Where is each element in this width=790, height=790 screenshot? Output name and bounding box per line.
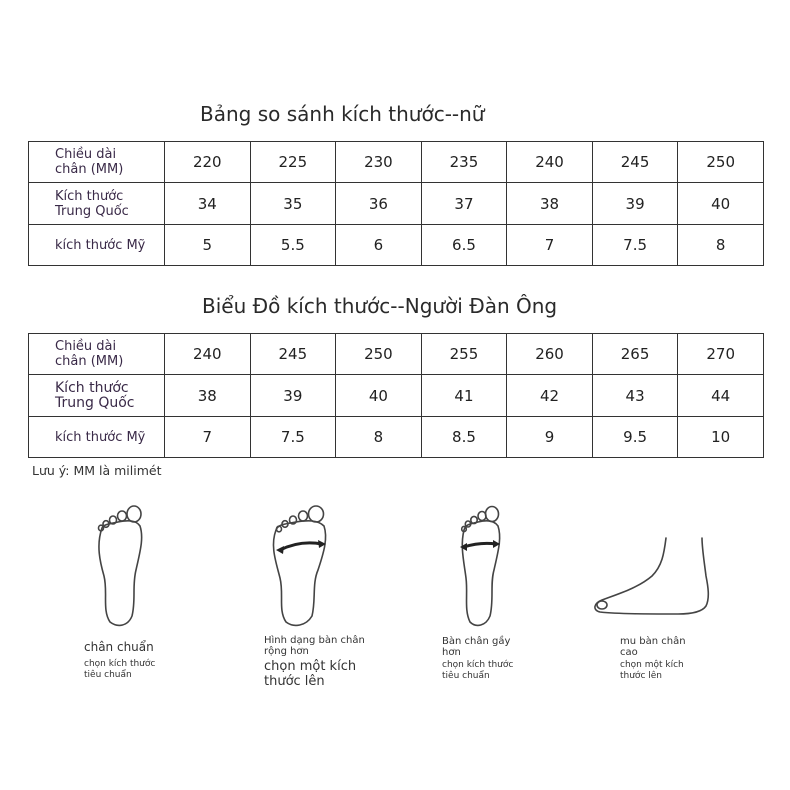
- table-cell: 245: [592, 142, 678, 183]
- table-cell: 9: [507, 417, 593, 458]
- row-label: kích thước Mỹ: [29, 225, 165, 266]
- table-cell: 7: [165, 417, 251, 458]
- table-cell: 255: [421, 334, 507, 375]
- table-cell: 43: [592, 375, 678, 417]
- table-cell: 5.5: [250, 225, 336, 266]
- table-cell: 250: [678, 142, 764, 183]
- table-cell: 38: [507, 183, 593, 225]
- table-cell: 5: [165, 225, 251, 266]
- thin-foot-icon: [452, 500, 512, 630]
- table-cell: 39: [592, 183, 678, 225]
- table-cell: 225: [250, 142, 336, 183]
- table-cell: 36: [336, 183, 422, 225]
- table-cell: 6: [336, 225, 422, 266]
- table-cell: 9.5: [592, 417, 678, 458]
- table-cell: 44: [678, 375, 764, 417]
- table-cell: 37: [421, 183, 507, 225]
- table-cell: 42: [507, 375, 593, 417]
- table-row: [29, 417, 764, 458]
- table-cell: 7.5: [592, 225, 678, 266]
- table-cell: 34: [165, 183, 251, 225]
- row-label: kích thước Mỹ: [29, 417, 165, 458]
- table-cell: 235: [421, 142, 507, 183]
- high-instep-foot-caption: mu bàn chân cao chọn một kích thước lên: [620, 636, 686, 681]
- women-size-table: [28, 141, 764, 266]
- table-cell: 40: [678, 183, 764, 225]
- row-label: Chiều dài chân (MM): [29, 142, 165, 183]
- row-label: Kích thước Trung Quốc: [29, 375, 165, 417]
- table-cell: 40: [336, 375, 422, 417]
- table-cell: 39: [250, 375, 336, 417]
- row-label: Kích thước Trung Quốc: [29, 183, 165, 225]
- row-label: Chiều dài chân (MM): [29, 334, 165, 375]
- mm-note: Lưu ý: MM là milimét: [32, 463, 162, 478]
- table-cell: 10: [678, 417, 764, 458]
- table-cell: 7.5: [250, 417, 336, 458]
- table-row: [29, 375, 764, 417]
- table-cell: 260: [507, 334, 593, 375]
- table-cell: 230: [336, 142, 422, 183]
- table-cell: 250: [336, 334, 422, 375]
- women-size-title: Bảng so sánh kích thước--nữ: [200, 102, 485, 126]
- men-size-table: [28, 333, 764, 458]
- table-cell: 7: [507, 225, 593, 266]
- wide-foot-icon: [266, 500, 336, 630]
- men-size-title: Biểu Đồ kích thước--Người Đàn Ông: [202, 294, 558, 318]
- table-cell: 8: [336, 417, 422, 458]
- table-cell: 245: [250, 334, 336, 375]
- table-row: [29, 142, 764, 183]
- standard-foot-icon: [88, 500, 154, 630]
- table-row: [29, 225, 764, 266]
- table-cell: 6.5: [421, 225, 507, 266]
- table-cell: 8.5: [421, 417, 507, 458]
- table-cell: 240: [165, 334, 251, 375]
- table-cell: 240: [507, 142, 593, 183]
- high-instep-foot-icon: [588, 536, 714, 620]
- table-cell: 8: [678, 225, 764, 266]
- table-cell: 35: [250, 183, 336, 225]
- table-row: [29, 334, 764, 375]
- table-cell: 41: [421, 375, 507, 417]
- table-cell: 270: [678, 334, 764, 375]
- table-cell: 38: [165, 375, 251, 417]
- table-cell: 220: [165, 142, 251, 183]
- thin-foot-caption: Bàn chân gầy hơn chọn kích thước tiêu chuẩn: [442, 636, 514, 681]
- table-row: [29, 183, 764, 225]
- table-cell: 265: [592, 334, 678, 375]
- standard-foot-caption: chân chuẩn chọn kích thước tiêu chuẩn: [84, 640, 156, 680]
- wide-foot-caption: Hình dạng bàn chân rộng hơn chọn một kích thước lên: [264, 635, 365, 689]
